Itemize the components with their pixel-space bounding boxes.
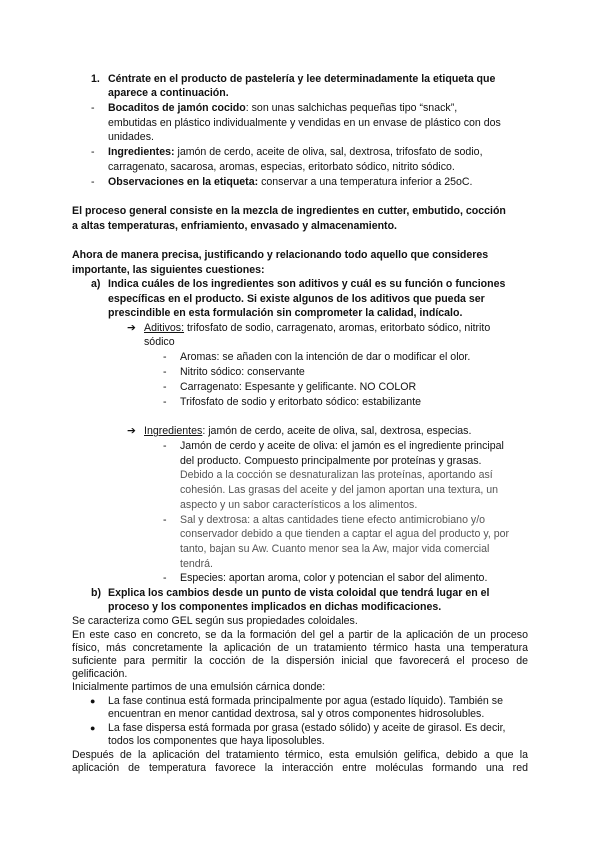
observaciones-text: conservar a una temperatura inferior a 25oC.: [258, 176, 473, 188]
text-line: Sal y dextrosa: a altas cantidades tiene efecto antimicrobiano y/o: [180, 514, 486, 526]
question-line: proceso y los componentes implicados en dichas modificaciones.: [108, 601, 442, 613]
dash-marker: -: [163, 396, 167, 408]
label-observaciones: [108, 176, 472, 189]
dash-marker: -: [91, 176, 95, 188]
list-item: Trifosfato de sodio y eritorbato sódico: estabilizante: [180, 396, 422, 408]
text-line: carragenato, sacarosa, aromas, especias, eritorbato sódico, nitrito sódico.: [108, 161, 455, 173]
text-line: Jamón de cerdo y aceite de oliva: el jamón es el ingrediente principal: [180, 440, 504, 452]
bullet-line: todos los componentes que haya liposolubles.: [108, 735, 325, 747]
answer-line: Después de la aplicación del tratamiento térmico, esta emulsión gelifica, debido a que la: [72, 749, 528, 761]
aditivos-text: trifosfato de sodio, carragenato, aromas, eritorbato sódico, nitrito: [184, 322, 491, 334]
ingredientes-link-label: Ingredientes: [144, 425, 203, 437]
intro-line: Ahora de manera precisa, justificando y relacionando todo aquello que consideres: [72, 249, 489, 261]
answer-line: físico, más concretamente la aplicación de un tratamiento térmico hasta una temperatura: [72, 642, 528, 654]
observaciones-label: Observaciones en la etiqueta:: [108, 176, 259, 188]
text-line: Especies: aportan aroma, color y potencian el sabor del alimento.: [180, 572, 488, 584]
bullet-line: La fase continua está formada principalmente por agua (estado líquido). También se: [108, 695, 503, 707]
ingredientes-line: [144, 425, 471, 438]
question-line: Indica cuáles de los ingredientes son aditivos y cuál es su función o funciones: [108, 278, 506, 290]
ingredientes-text: jamón de cerdo, aceite de oliva, sal, dextrosa, trifosfato de sodio,: [174, 146, 483, 158]
ingredientes-label: Ingredientes:: [108, 146, 175, 158]
question-letter: a): [91, 278, 101, 290]
aditivos-line: [144, 322, 490, 335]
bocaditos-label: Bocaditos de jamón cocido: [108, 102, 246, 114]
text-line: embutidas en plástico individualmente y vendidas en un envase de plástico con dos: [108, 117, 501, 129]
ingredientes-detail: : jamón de cerdo, aceite de oliva, sal, dextrosa, especias.: [202, 425, 472, 437]
question-line: Explica los cambios desde un punto de vista coloidal que tendrá lugar en el: [108, 587, 490, 599]
dash-marker: -: [163, 440, 167, 452]
dash-marker: -: [91, 102, 95, 114]
section-heading-line: Céntrate en el producto de pastelería y lee determinadamente la etiqueta que: [108, 73, 496, 85]
answer-line: aplicación de temperatura favorece la interacción entre moléculas formando una red: [72, 762, 528, 774]
section-heading-line: aparece a continuación.: [108, 87, 229, 99]
dash-marker: -: [91, 146, 95, 158]
text-line: conservador debido a que tienden a captar el agua del producto y, por: [180, 528, 510, 540]
list-item: Carragenato: Espesante y gelificante. NO COLOR: [180, 381, 417, 393]
answer-line: En este caso en concreto, se da la formación del gel a partir de la aplicación de un proceso: [72, 629, 528, 641]
text-line: aspecto y un sabor característicos a los alimentos.: [180, 499, 418, 511]
dash-marker: -: [163, 514, 167, 526]
answer-line: Inicialmente partimos de una emulsión cárnica donde:: [72, 681, 326, 693]
text-line: sódico: [144, 336, 175, 348]
text-line: del producto. Compuesto principalmente por proteínas y grasas.: [180, 455, 482, 467]
question-letter: b): [91, 587, 101, 599]
text-line: unidades.: [108, 131, 154, 143]
aditivos-label: Aditivos:: [144, 322, 185, 334]
bullet-line: La fase dispersa está formada por grasa (estado sólido) y aceite de girasol. Es decir,: [108, 722, 506, 734]
answer-line: gelificación.: [72, 668, 128, 680]
proceso-line: a altas temperaturas, enfriamiento, envasado y almacenamiento.: [72, 220, 398, 232]
arrow-icon: ➔: [127, 322, 136, 334]
text-line: Debido a la cocción se desnaturalizan las proteínas, aportando así: [180, 469, 493, 481]
text-line: tanto, bajan su Aw. Cuanto menor sea la Aw, major vida comercial: [180, 543, 490, 555]
arrow-icon: ➔: [127, 425, 136, 437]
dash-marker: -: [163, 366, 167, 378]
question-line: prescindible en esta formulación sin comprometer la calidad, indícalo.: [108, 307, 463, 319]
question-line: específicas en el producto. Si existe algunos de los aditivos que pueda ser: [108, 293, 485, 305]
dash-marker: -: [163, 381, 167, 393]
text-line: cohesión. Las grasas del aceite y del jamon aportan una textura, un: [180, 484, 499, 496]
label-ingredientes: [108, 146, 483, 159]
text-line: tendrá.: [180, 558, 213, 570]
list-item: Nitrito sódico: conservante: [180, 366, 305, 378]
bullet-icon: ●: [90, 696, 96, 706]
dash-marker: -: [163, 572, 167, 584]
answer-line: Se caracteriza como GEL según sus propiedades coloidales.: [72, 615, 358, 627]
label-bocaditos: [108, 102, 457, 115]
bocaditos-text: : son unas salchichas pequeñas tipo “snack”,: [245, 102, 458, 114]
answer-line: suficiente para permitir la cocción de la dispersión inicial que favorecerá el proceso de: [72, 655, 528, 667]
list-number: 1.: [91, 73, 100, 85]
dash-marker: -: [163, 351, 167, 363]
bullet-line: encuentran en menor cantidad dextrosa, sal y otros componentes hidrosolubles.: [108, 708, 485, 720]
list-item: Aromas: se añaden con la intención de dar o modificar el olor.: [180, 351, 471, 363]
intro-line: importante, las siguientes cuestiones:: [72, 264, 265, 276]
bullet-icon: ●: [90, 723, 96, 733]
proceso-line: El proceso general consiste en la mezcla de ingredientes en cutter, embutido, cocción: [72, 205, 506, 217]
